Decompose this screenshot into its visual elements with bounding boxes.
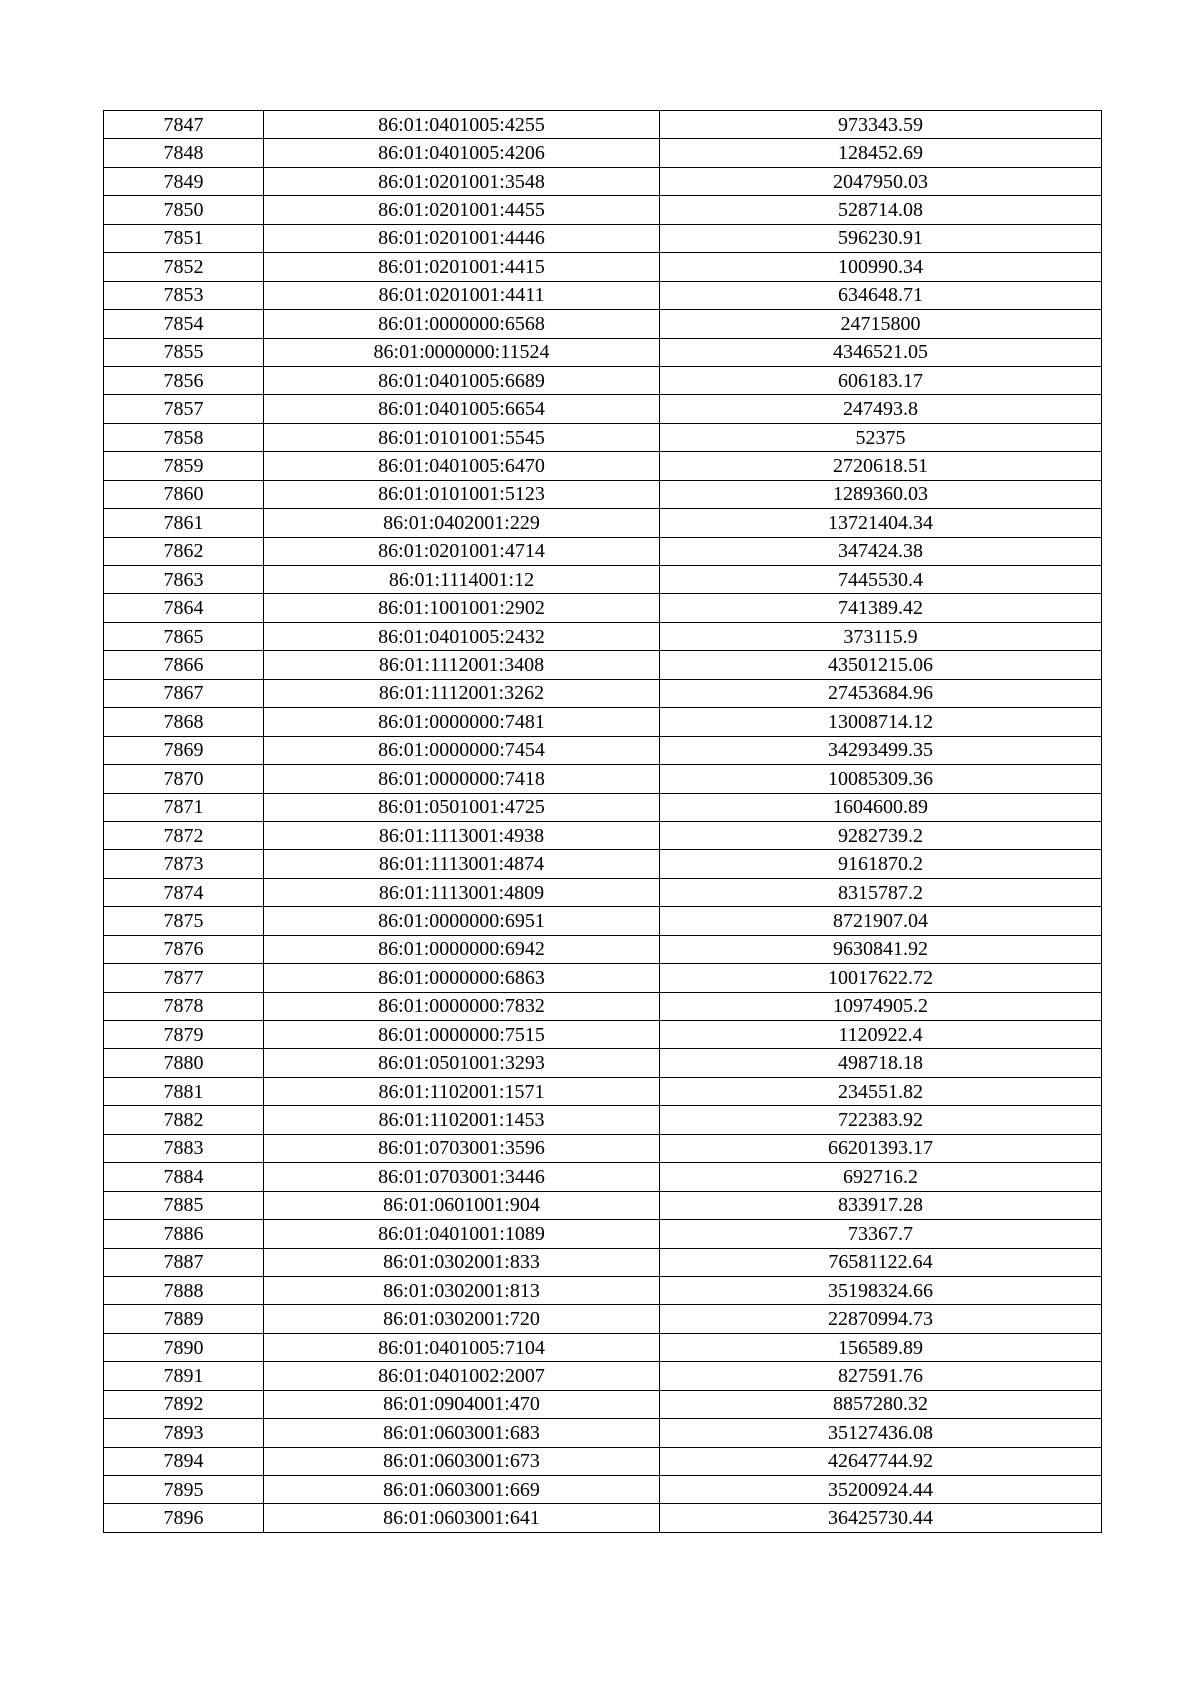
cadastral-number-cell: 86:01:0101001:5545 xyxy=(264,423,660,451)
row-number-cell: 7894 xyxy=(104,1447,264,1475)
cadastral-number-cell: 86:01:1113001:4938 xyxy=(264,821,660,849)
cadastral-number-cell: 86:01:0000000:6951 xyxy=(264,907,660,935)
row-number-cell: 7874 xyxy=(104,878,264,906)
cadastral-value-cell: 9161870.2 xyxy=(660,850,1102,878)
row-number-cell: 7863 xyxy=(104,566,264,594)
row-number-cell: 7873 xyxy=(104,850,264,878)
row-number-cell: 7885 xyxy=(104,1191,264,1219)
cadastral-number-cell: 86:01:0401002:2007 xyxy=(264,1362,660,1390)
cadastral-value-cell: 9630841.92 xyxy=(660,935,1102,963)
cadastral-number-cell: 86:01:0201001:4415 xyxy=(264,253,660,281)
cadastral-number-cell: 86:01:0000000:11524 xyxy=(264,338,660,366)
table-body xyxy=(104,111,1102,1533)
row-number-cell: 7886 xyxy=(104,1220,264,1248)
cadastral-value-cell: 156589.89 xyxy=(660,1333,1102,1361)
table-row xyxy=(104,1362,1102,1390)
table-row xyxy=(104,1419,1102,1447)
cadastral-number-cell: 86:01:0603001:683 xyxy=(264,1419,660,1447)
cadastral-number-cell: 86:01:0603001:673 xyxy=(264,1447,660,1475)
row-number-cell: 7891 xyxy=(104,1362,264,1390)
cadastral-value-cell: 35198324.66 xyxy=(660,1276,1102,1304)
table-row xyxy=(104,1163,1102,1191)
row-number-cell: 7871 xyxy=(104,793,264,821)
row-number-cell: 7865 xyxy=(104,622,264,650)
table-row xyxy=(104,793,1102,821)
cadastral-value-cell: 973343.59 xyxy=(660,111,1102,139)
cadastral-number-cell: 86:01:0501001:3293 xyxy=(264,1049,660,1077)
cadastral-number-cell: 86:01:0101001:5123 xyxy=(264,480,660,508)
cadastral-number-cell: 86:01:0000000:7418 xyxy=(264,765,660,793)
table-row xyxy=(104,310,1102,338)
cadastral-number-cell: 86:01:0302001:813 xyxy=(264,1276,660,1304)
table-row xyxy=(104,1220,1102,1248)
cadastral-number-cell: 86:01:0401005:6470 xyxy=(264,452,660,480)
row-number-cell: 7858 xyxy=(104,423,264,451)
cadastral-value-cell: 4346521.05 xyxy=(660,338,1102,366)
table-row xyxy=(104,1276,1102,1304)
cadastral-number-cell: 86:01:1114001:12 xyxy=(264,566,660,594)
cadastral-number-cell: 86:01:1001001:2902 xyxy=(264,594,660,622)
cadastral-number-cell: 86:01:0603001:641 xyxy=(264,1504,660,1532)
table-row xyxy=(104,1049,1102,1077)
row-number-cell: 7880 xyxy=(104,1049,264,1077)
cadastral-value-cell: 10085309.36 xyxy=(660,765,1102,793)
table-row xyxy=(104,196,1102,224)
row-number-cell: 7864 xyxy=(104,594,264,622)
table-row xyxy=(104,935,1102,963)
row-number-cell: 7879 xyxy=(104,1021,264,1049)
row-number-cell: 7881 xyxy=(104,1077,264,1105)
cadastral-value-cell: 128452.69 xyxy=(660,139,1102,167)
cadastral-value-cell: 827591.76 xyxy=(660,1362,1102,1390)
row-number-cell: 7890 xyxy=(104,1333,264,1361)
row-number-cell: 7867 xyxy=(104,679,264,707)
table-row xyxy=(104,537,1102,565)
row-number-cell: 7852 xyxy=(104,253,264,281)
cadastral-number-cell: 86:01:0000000:7832 xyxy=(264,992,660,1020)
cadastral-number-cell: 86:01:0703001:3446 xyxy=(264,1163,660,1191)
table-row xyxy=(104,566,1102,594)
cadastral-value-cell: 66201393.17 xyxy=(660,1134,1102,1162)
row-number-cell: 7855 xyxy=(104,338,264,366)
table-row xyxy=(104,1476,1102,1504)
table-row xyxy=(104,281,1102,309)
cadastral-value-cell: 722383.92 xyxy=(660,1106,1102,1134)
table-row xyxy=(104,111,1102,139)
table-row xyxy=(104,622,1102,650)
table-row xyxy=(104,907,1102,935)
cadastral-value-cell: 10974905.2 xyxy=(660,992,1102,1020)
cadastral-number-cell: 86:01:0302001:833 xyxy=(264,1248,660,1276)
row-number-cell: 7862 xyxy=(104,537,264,565)
cadastral-number-cell: 86:01:0401001:1089 xyxy=(264,1220,660,1248)
row-number-cell: 7851 xyxy=(104,224,264,252)
table-row xyxy=(104,509,1102,537)
table-row xyxy=(104,679,1102,707)
cadastral-number-cell: 86:01:0201001:4455 xyxy=(264,196,660,224)
row-number-cell: 7870 xyxy=(104,765,264,793)
table-row xyxy=(104,1191,1102,1219)
table-row xyxy=(104,1106,1102,1134)
row-number-cell: 7848 xyxy=(104,139,264,167)
cadastral-value-cell: 833917.28 xyxy=(660,1191,1102,1219)
cadastral-number-cell: 86:01:0401005:6654 xyxy=(264,395,660,423)
cadastral-number-cell: 86:01:0401005:6689 xyxy=(264,366,660,394)
cadastral-value-cell: 8721907.04 xyxy=(660,907,1102,935)
table-row xyxy=(104,1021,1102,1049)
cadastral-value-cell: 1289360.03 xyxy=(660,480,1102,508)
cadastral-value-cell: 73367.7 xyxy=(660,1220,1102,1248)
table-row xyxy=(104,1447,1102,1475)
table-row xyxy=(104,338,1102,366)
row-number-cell: 7872 xyxy=(104,821,264,849)
cadastral-value-cell: 692716.2 xyxy=(660,1163,1102,1191)
cadastral-number-cell: 86:01:0201001:4714 xyxy=(264,537,660,565)
cadastral-value-cell: 606183.17 xyxy=(660,366,1102,394)
table-row xyxy=(104,992,1102,1020)
cadastral-value-cell: 52375 xyxy=(660,423,1102,451)
row-number-cell: 7892 xyxy=(104,1390,264,1418)
cadastral-value-cell: 498718.18 xyxy=(660,1049,1102,1077)
cadastral-number-cell: 86:01:0904001:470 xyxy=(264,1390,660,1418)
cadastral-number-cell: 86:01:1102001:1453 xyxy=(264,1106,660,1134)
row-number-cell: 7878 xyxy=(104,992,264,1020)
cadastral-number-cell: 86:01:0401005:4206 xyxy=(264,139,660,167)
table-row xyxy=(104,1305,1102,1333)
cadastral-value-cell: 2720618.51 xyxy=(660,452,1102,480)
row-number-cell: 7876 xyxy=(104,935,264,963)
cadastral-value-table xyxy=(103,110,1102,1533)
cadastral-number-cell: 86:01:0000000:7454 xyxy=(264,736,660,764)
row-number-cell: 7868 xyxy=(104,708,264,736)
table-row xyxy=(104,821,1102,849)
cadastral-value-cell: 36425730.44 xyxy=(660,1504,1102,1532)
row-number-cell: 7853 xyxy=(104,281,264,309)
table-row xyxy=(104,964,1102,992)
row-number-cell: 7849 xyxy=(104,167,264,195)
table-row xyxy=(104,167,1102,195)
table-row xyxy=(104,423,1102,451)
cadastral-number-cell: 86:01:0000000:6942 xyxy=(264,935,660,963)
row-number-cell: 7856 xyxy=(104,366,264,394)
row-number-cell: 7895 xyxy=(104,1476,264,1504)
cadastral-value-cell: 27453684.96 xyxy=(660,679,1102,707)
cadastral-value-cell: 42647744.92 xyxy=(660,1447,1102,1475)
row-number-cell: 7861 xyxy=(104,509,264,537)
cadastral-value-cell: 247493.8 xyxy=(660,395,1102,423)
table-row xyxy=(104,480,1102,508)
table-row xyxy=(104,1077,1102,1105)
table-row xyxy=(104,651,1102,679)
table-row xyxy=(104,708,1102,736)
cadastral-number-cell: 86:01:0401005:2432 xyxy=(264,622,660,650)
table-row xyxy=(104,395,1102,423)
cadastral-number-cell: 86:01:0401005:4255 xyxy=(264,111,660,139)
cadastral-value-cell: 1120922.4 xyxy=(660,1021,1102,1049)
row-number-cell: 7889 xyxy=(104,1305,264,1333)
cadastral-value-cell: 8857280.32 xyxy=(660,1390,1102,1418)
cadastral-number-cell: 86:01:1112001:3262 xyxy=(264,679,660,707)
cadastral-value-cell: 528714.08 xyxy=(660,196,1102,224)
row-number-cell: 7869 xyxy=(104,736,264,764)
table-row xyxy=(104,452,1102,480)
cadastral-value-cell: 741389.42 xyxy=(660,594,1102,622)
cadastral-number-cell: 86:01:0401005:7104 xyxy=(264,1333,660,1361)
cadastral-number-cell: 86:01:0201001:3548 xyxy=(264,167,660,195)
cadastral-number-cell: 86:01:0603001:669 xyxy=(264,1476,660,1504)
row-number-cell: 7857 xyxy=(104,395,264,423)
cadastral-value-cell: 35200924.44 xyxy=(660,1476,1102,1504)
row-number-cell: 7888 xyxy=(104,1276,264,1304)
table-row xyxy=(104,1248,1102,1276)
cadastral-value-cell: 373115.9 xyxy=(660,622,1102,650)
row-number-cell: 7866 xyxy=(104,651,264,679)
row-number-cell: 7884 xyxy=(104,1163,264,1191)
cadastral-number-cell: 86:01:1113001:4874 xyxy=(264,850,660,878)
cadastral-value-cell: 634648.71 xyxy=(660,281,1102,309)
cadastral-value-cell: 8315787.2 xyxy=(660,878,1102,906)
cadastral-value-cell: 34293499.35 xyxy=(660,736,1102,764)
table-row xyxy=(104,878,1102,906)
row-number-cell: 7893 xyxy=(104,1419,264,1447)
cadastral-number-cell: 86:01:1113001:4809 xyxy=(264,878,660,906)
cadastral-value-cell: 35127436.08 xyxy=(660,1419,1102,1447)
cadastral-value-cell: 10017622.72 xyxy=(660,964,1102,992)
row-number-cell: 7860 xyxy=(104,480,264,508)
cadastral-value-cell: 2047950.03 xyxy=(660,167,1102,195)
table-row xyxy=(104,1134,1102,1162)
table-row xyxy=(104,736,1102,764)
table-row xyxy=(104,765,1102,793)
table-row xyxy=(104,1333,1102,1361)
cadastral-number-cell: 86:01:0201001:4411 xyxy=(264,281,660,309)
cadastral-number-cell: 86:01:0601001:904 xyxy=(264,1191,660,1219)
cadastral-number-cell: 86:01:1112001:3408 xyxy=(264,651,660,679)
cadastral-value-cell: 596230.91 xyxy=(660,224,1102,252)
cadastral-number-cell: 86:01:0000000:6863 xyxy=(264,964,660,992)
cadastral-number-cell: 86:01:1102001:1571 xyxy=(264,1077,660,1105)
cadastral-number-cell: 86:01:0302001:720 xyxy=(264,1305,660,1333)
cadastral-value-cell: 24715800 xyxy=(660,310,1102,338)
cadastral-value-cell: 100990.34 xyxy=(660,253,1102,281)
cadastral-value-cell: 1604600.89 xyxy=(660,793,1102,821)
row-number-cell: 7875 xyxy=(104,907,264,935)
row-number-cell: 7883 xyxy=(104,1134,264,1162)
row-number-cell: 7854 xyxy=(104,310,264,338)
cadastral-value-cell: 234551.82 xyxy=(660,1077,1102,1105)
table-row xyxy=(104,1504,1102,1532)
table-row xyxy=(104,1390,1102,1418)
cadastral-number-cell: 86:01:0703001:3596 xyxy=(264,1134,660,1162)
table-row xyxy=(104,366,1102,394)
table-row xyxy=(104,594,1102,622)
row-number-cell: 7850 xyxy=(104,196,264,224)
table-row xyxy=(104,139,1102,167)
cadastral-number-cell: 86:01:0000000:6568 xyxy=(264,310,660,338)
cadastral-value-cell: 347424.38 xyxy=(660,537,1102,565)
cadastral-number-cell: 86:01:0000000:7515 xyxy=(264,1021,660,1049)
cadastral-number-cell: 86:01:0201001:4446 xyxy=(264,224,660,252)
cadastral-value-cell: 76581122.64 xyxy=(660,1248,1102,1276)
cadastral-value-cell: 43501215.06 xyxy=(660,651,1102,679)
row-number-cell: 7877 xyxy=(104,964,264,992)
cadastral-value-cell: 9282739.2 xyxy=(660,821,1102,849)
row-number-cell: 7847 xyxy=(104,111,264,139)
row-number-cell: 7859 xyxy=(104,452,264,480)
table-row xyxy=(104,253,1102,281)
cadastral-value-cell: 13008714.12 xyxy=(660,708,1102,736)
cadastral-value-cell: 22870994.73 xyxy=(660,1305,1102,1333)
table-row xyxy=(104,850,1102,878)
cadastral-number-cell: 86:01:0501001:4725 xyxy=(264,793,660,821)
row-number-cell: 7896 xyxy=(104,1504,264,1532)
row-number-cell: 7882 xyxy=(104,1106,264,1134)
cadastral-value-cell: 7445530.4 xyxy=(660,566,1102,594)
cadastral-number-cell: 86:01:0402001:229 xyxy=(264,509,660,537)
cadastral-number-cell: 86:01:0000000:7481 xyxy=(264,708,660,736)
table-row xyxy=(104,224,1102,252)
row-number-cell: 7887 xyxy=(104,1248,264,1276)
cadastral-value-cell: 13721404.34 xyxy=(660,509,1102,537)
